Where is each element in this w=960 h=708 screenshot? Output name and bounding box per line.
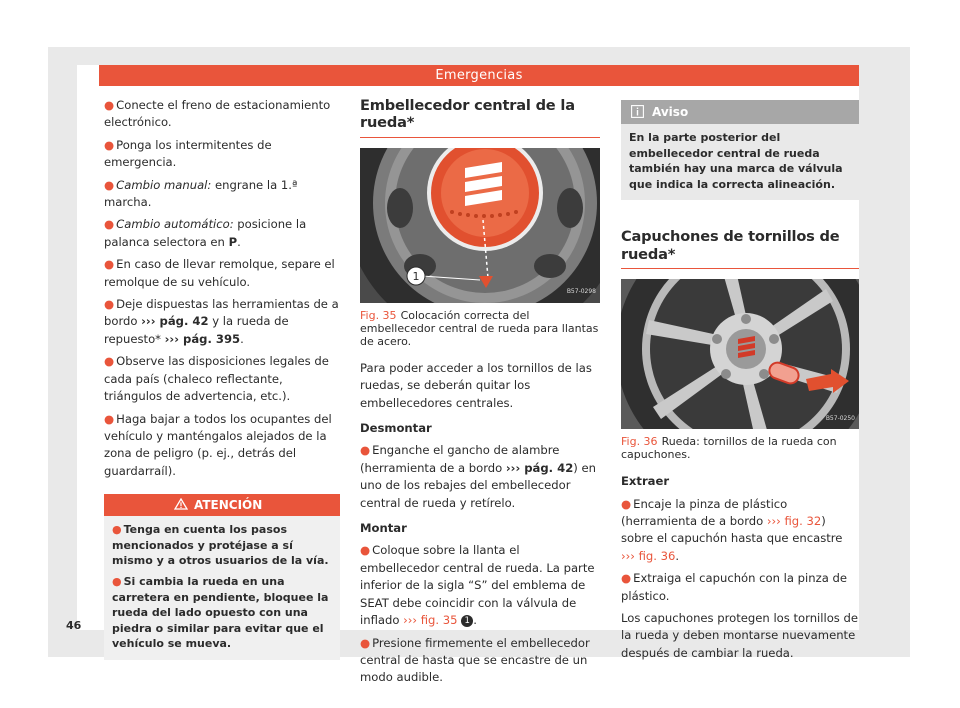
- list-item: ● Cambio manual: engrane la 1.ª marcha.: [104, 177, 298, 210]
- page-link[interactable]: ››› pág. 42: [505, 460, 574, 475]
- subheading: Montar: [360, 521, 407, 536]
- list-item: ● Extraiga el capuchón con la pinza de plástico.: [621, 571, 847, 603]
- list-item: ● Presione firmemente el embellecedor central de hasta que se encastre de un modo audible.: [360, 635, 590, 685]
- list-item: ● Encaje la pinza de plástico (herramienta de a bordo ››› fig. 32) sobre el capuchón hasta que encastre ››› fig. 36.: [621, 496, 843, 563]
- note-header: [621, 100, 859, 124]
- page-number: 46: [66, 619, 82, 632]
- list-item: ● Observe las disposiciones legales de cada país (chaleco reflectante, triángulos de advertencia, etc.).: [104, 354, 329, 404]
- figure-link[interactable]: ››› fig. 36: [621, 548, 676, 563]
- note-box: [621, 100, 859, 200]
- figure-caption: Fig. 35 Colocación correcta del embellecedor central de rueda para llantas de acero.: [360, 308, 599, 348]
- paragraph: Para poder acceder a los tornillos de las ruedas, se deberán quitar los embellecedores centrales.: [360, 360, 592, 410]
- list-item: ● Ponga los intermitentes de emergencia.: [104, 137, 272, 170]
- figure-wheel-cover: [360, 148, 600, 303]
- list-item: ● Haga bajar a todos los ocupantes del vehículo y manténgalos alejados de la zona de peligro (p. ej., detrás del guardarraíl).: [104, 411, 332, 478]
- column-middle: [360, 97, 600, 692]
- subheading: Desmontar: [360, 421, 432, 436]
- callout-badge: 1: [461, 615, 473, 627]
- list-item: ● Enganche el gancho de alambre (herramienta de a bordo ››› pág. 42) en uno de los rebajes del embellecedor central de rueda y retírelo.: [360, 443, 596, 510]
- page-link[interactable]: ››› pág. 395: [164, 331, 241, 346]
- note-text: En la parte posterior del embellecedor central de rueda también hay una marca de válvula que indica la correcta alineación.: [629, 131, 843, 191]
- column-left: [104, 97, 340, 660]
- warning-item: ● Si cambia la rueda en una carretera en pendiente, bloquee la rueda del lado opuesto con una piedra o similar para evitar que el vehículo se mueva.: [112, 574, 329, 651]
- figure-code: B57-0250: [825, 414, 855, 422]
- list-item: ● Cambio automático: posicione la palanca selectora en P.: [104, 217, 307, 249]
- section-heading: Capuchones de tornillos de rueda*: [621, 228, 859, 269]
- warning-header: [104, 494, 340, 516]
- warning-box: [104, 494, 340, 660]
- list-item: ● Coloque sobre la llanta el embellecedor central de rueda. La parte inferior de la sigla “S” del emblema de SEAT debe coincidir con la válvula de inflado ››› fig. 35 1 .: [360, 543, 595, 628]
- figure-link[interactable]: ››› fig. 32: [766, 514, 822, 528]
- alloy-wheel-illustration: [621, 279, 859, 429]
- page-link[interactable]: ››› pág. 42: [141, 314, 209, 329]
- warning-triangle-icon: [174, 498, 188, 510]
- note-title: Aviso: [652, 105, 689, 119]
- figure-code: B57-0298: [566, 288, 596, 296]
- figure-link[interactable]: ››› fig. 35: [403, 613, 458, 628]
- info-icon: [631, 105, 644, 118]
- list-item: ● Deje dispuestas las herramientas de a bordo ››› pág. 42 y la rueda de repuesto* ››› pág. 395.: [104, 297, 339, 346]
- paragraph: Los capuchones protegen los tornillos de la rueda y deben montarse nuevamente después de cambiar la rueda.: [621, 611, 859, 660]
- section-header: Emergencias: [99, 65, 859, 86]
- list-item: ● En caso de llevar remolque, separe el remolque de su vehículo.: [104, 257, 335, 289]
- figure-bolt-caps: [621, 279, 859, 429]
- warning-title: ATENCIÓN: [194, 498, 263, 513]
- figure-caption: Fig. 36 Rueda: tornillos de la rueda con capuchones.: [621, 435, 837, 462]
- figure-callout: 1: [412, 269, 420, 283]
- column-right: [621, 100, 859, 667]
- warning-item: ● Tenga en cuenta los pasos mencionados y protéjase a sí mismo y a otros usuarios de la vía.: [112, 523, 329, 568]
- section-heading: Embellecedor central de la rueda*: [360, 97, 600, 138]
- wheel-cover-illustration: [360, 148, 600, 303]
- subheading: Extraer: [621, 474, 670, 489]
- list-item: ● Conecte el freno de estacionamiento electrónico.: [104, 98, 331, 130]
